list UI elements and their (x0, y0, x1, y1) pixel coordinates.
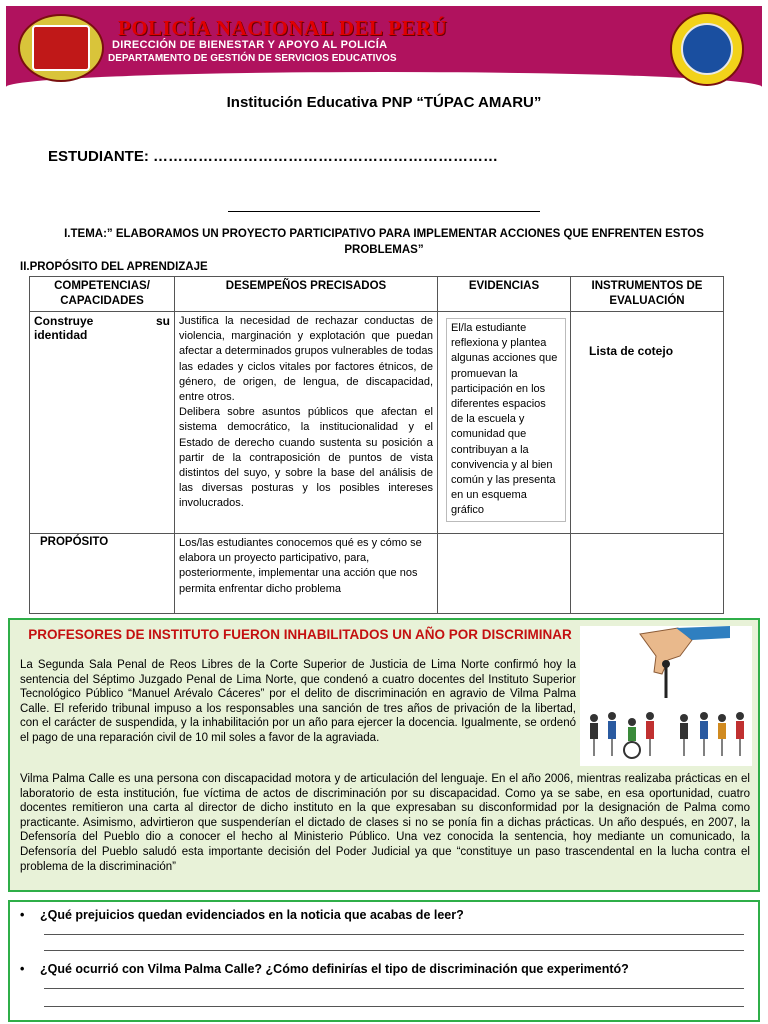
competencia-word-2: su (155, 314, 170, 328)
purpose-label-cell (30, 534, 175, 614)
questions-box (8, 900, 760, 1022)
purpose-label: PROPÓSITO (40, 536, 109, 548)
purpose-heading: II.PROPÓSITO DEL APRENDIZAJE (20, 261, 208, 273)
header-title: POLICÍA NACIONAL DEL PERÚ (118, 16, 448, 40)
header-evidencias: EVIDENCIAS (438, 277, 571, 312)
answer-line[interactable] (44, 988, 744, 989)
news-paragraph-2: Vilma Palma Calle es una persona con discapacidad motora y de articulación del lenguaje. En el año 2006, mientras realizaba prácticas en el laboratorio de esta institución, fue víctima de actos de discriminación por su discapacidad. Como ya se sabe, en esa oportunidad, cuatro docentes remitieron una carta al director de dicho instituto en la que expresaban su disconformidad por la designación de Palma como practicante. Asimismo, advirtieron que suspenderían el dictado de clases si no se ponía fin a dichas prácticas. Un año después, en 2007, la Defensoría del Pueblo dio a conocer el hecho al Ministerio Público. Una vez conocida la sentencia, hoy mediante un comunicado, la Defensoría del Pueblo saludó esta importante decisión del Poder Judicial ya que “constituye un paso trascendental en la lucha contra el problema de la discriminación” (20, 773, 750, 873)
question-2-text: ¿Qué ocurrió con Vilma Palma Calle? ¿Cómo definirías el tipo de discriminación que experimentó? (40, 962, 629, 976)
evidencias-cell (438, 312, 571, 534)
question-2 (20, 962, 629, 976)
empty-cell-1 (438, 534, 571, 614)
purpose-text-cell (175, 534, 438, 614)
desempeno-text-2: Delibera sobre asuntos públicos que afectan el sistema democrático, la institucionalidad y el Estado de derecho cuando sustenta su posición a partir de la contraposición de puntos de vista distintos del suyo, y sobre la base del análisis de las diversas posturas y los posibles intereses involucrados. (179, 406, 433, 510)
news-article-box (8, 618, 760, 892)
header-desempenos: DESEMPEÑOS PRECISADOS (175, 277, 438, 312)
bullet-1: • (20, 908, 25, 922)
answer-line[interactable] (44, 934, 744, 935)
answer-line[interactable] (44, 950, 744, 951)
header-instrumentos: INSTRUMENTOS DE EVALUACIÓN (571, 277, 724, 312)
purpose-text: Los/las estudiantes conocemos qué es y cómo se elabora un proyecto participativo, para, posteriormente, implementar una acción que nos permita enfrentar dicho problema (179, 537, 422, 595)
police-emblem-left-icon (18, 14, 104, 82)
question-1-text: ¿Qué prejuicios quedan evidenciados en la noticia que acabas de leer? (40, 908, 464, 922)
school-emblem-right-icon (670, 12, 744, 86)
header-subtitle-1: DIRECCIÓN DE BIENESTAR Y APOYO AL POLICÍA (112, 39, 388, 51)
institution-name: Institución Educativa PNP “TÚPAC AMARU” (226, 94, 542, 111)
news-title: PROFESORES DE INSTITUTO FUERON INHABILITADOS UN AÑO POR DISCRIMINAR (28, 627, 572, 642)
student-field: ESTUDIANTE: …………………………………………………………… (48, 148, 498, 165)
instrument-text: Lista de cotejo (589, 344, 674, 358)
divider-line (228, 211, 540, 212)
header-banner (6, 6, 762, 90)
competencia-word-1: Construye (34, 314, 94, 328)
bullet-2: • (20, 962, 25, 976)
competencia-word-3: identidad (34, 328, 88, 342)
desempenos-cell (175, 312, 438, 534)
desempeno-text-1: Justifica la necesidad de rechazar conductas de violencia, marginación y explotación que puedan afectar a determinados grupos vulnerables de todas las edades y ciclos vitales por factores étnicos, de género, de origen, de lengua, de discapacidad, entre otros. (179, 315, 433, 404)
competencia-cell (30, 312, 175, 534)
empty-cell-2 (571, 534, 724, 614)
news-paragraph-1: La Segunda Sala Penal de Reos Libres de la Corte Superior de Justicia de Lima Norte confirmó hoy la sentencia del Séptimo Juzgado Penal de Lima Norte, que condenó a cuatro docentes del Instituto Superior Tecnológico Público “Manuel Arévalo Cáceres” por el delito de discriminación en agravio de Vilma Palma Calle. El referido tribunal impuso a los responsables una sanción de tres años de privación de la libertad, con el carácter de suspendida, y la inhabilitación por un año para ejercer la docencia. Igualmente, se ordenó el pago de una reparación civil de 10 mil soles a favor de la agraviada. (20, 659, 576, 744)
question-1 (20, 908, 464, 922)
answer-line[interactable] (44, 1006, 744, 1007)
topic-heading: I.TEMA:” ELABORAMOS UN PROYECTO PARTICIPATIVO PARA IMPLEMENTAR ACCIONES QUE ENFRENTEN ESTOS PROBLEMAS” (64, 228, 704, 256)
instrumentos-cell (571, 312, 724, 534)
header-subtitle-2: DEPARTAMENTO DE GESTIÓN DE SERVICIOS EDUCATIVOS (108, 53, 397, 64)
learning-purpose-table (29, 276, 724, 614)
discrimination-illustration-icon (580, 626, 752, 766)
evidencias-text: El/la estudiante reflexiona y plantea algunas acciones que promuevan la participación en los diferentes espacios de la escuela y comunidad que contribuyan a la convivencia y al bien común y las presenta en un esquema gráfico (446, 318, 566, 522)
header-competencias: COMPETENCIAS/ CAPACIDADES (30, 277, 175, 312)
